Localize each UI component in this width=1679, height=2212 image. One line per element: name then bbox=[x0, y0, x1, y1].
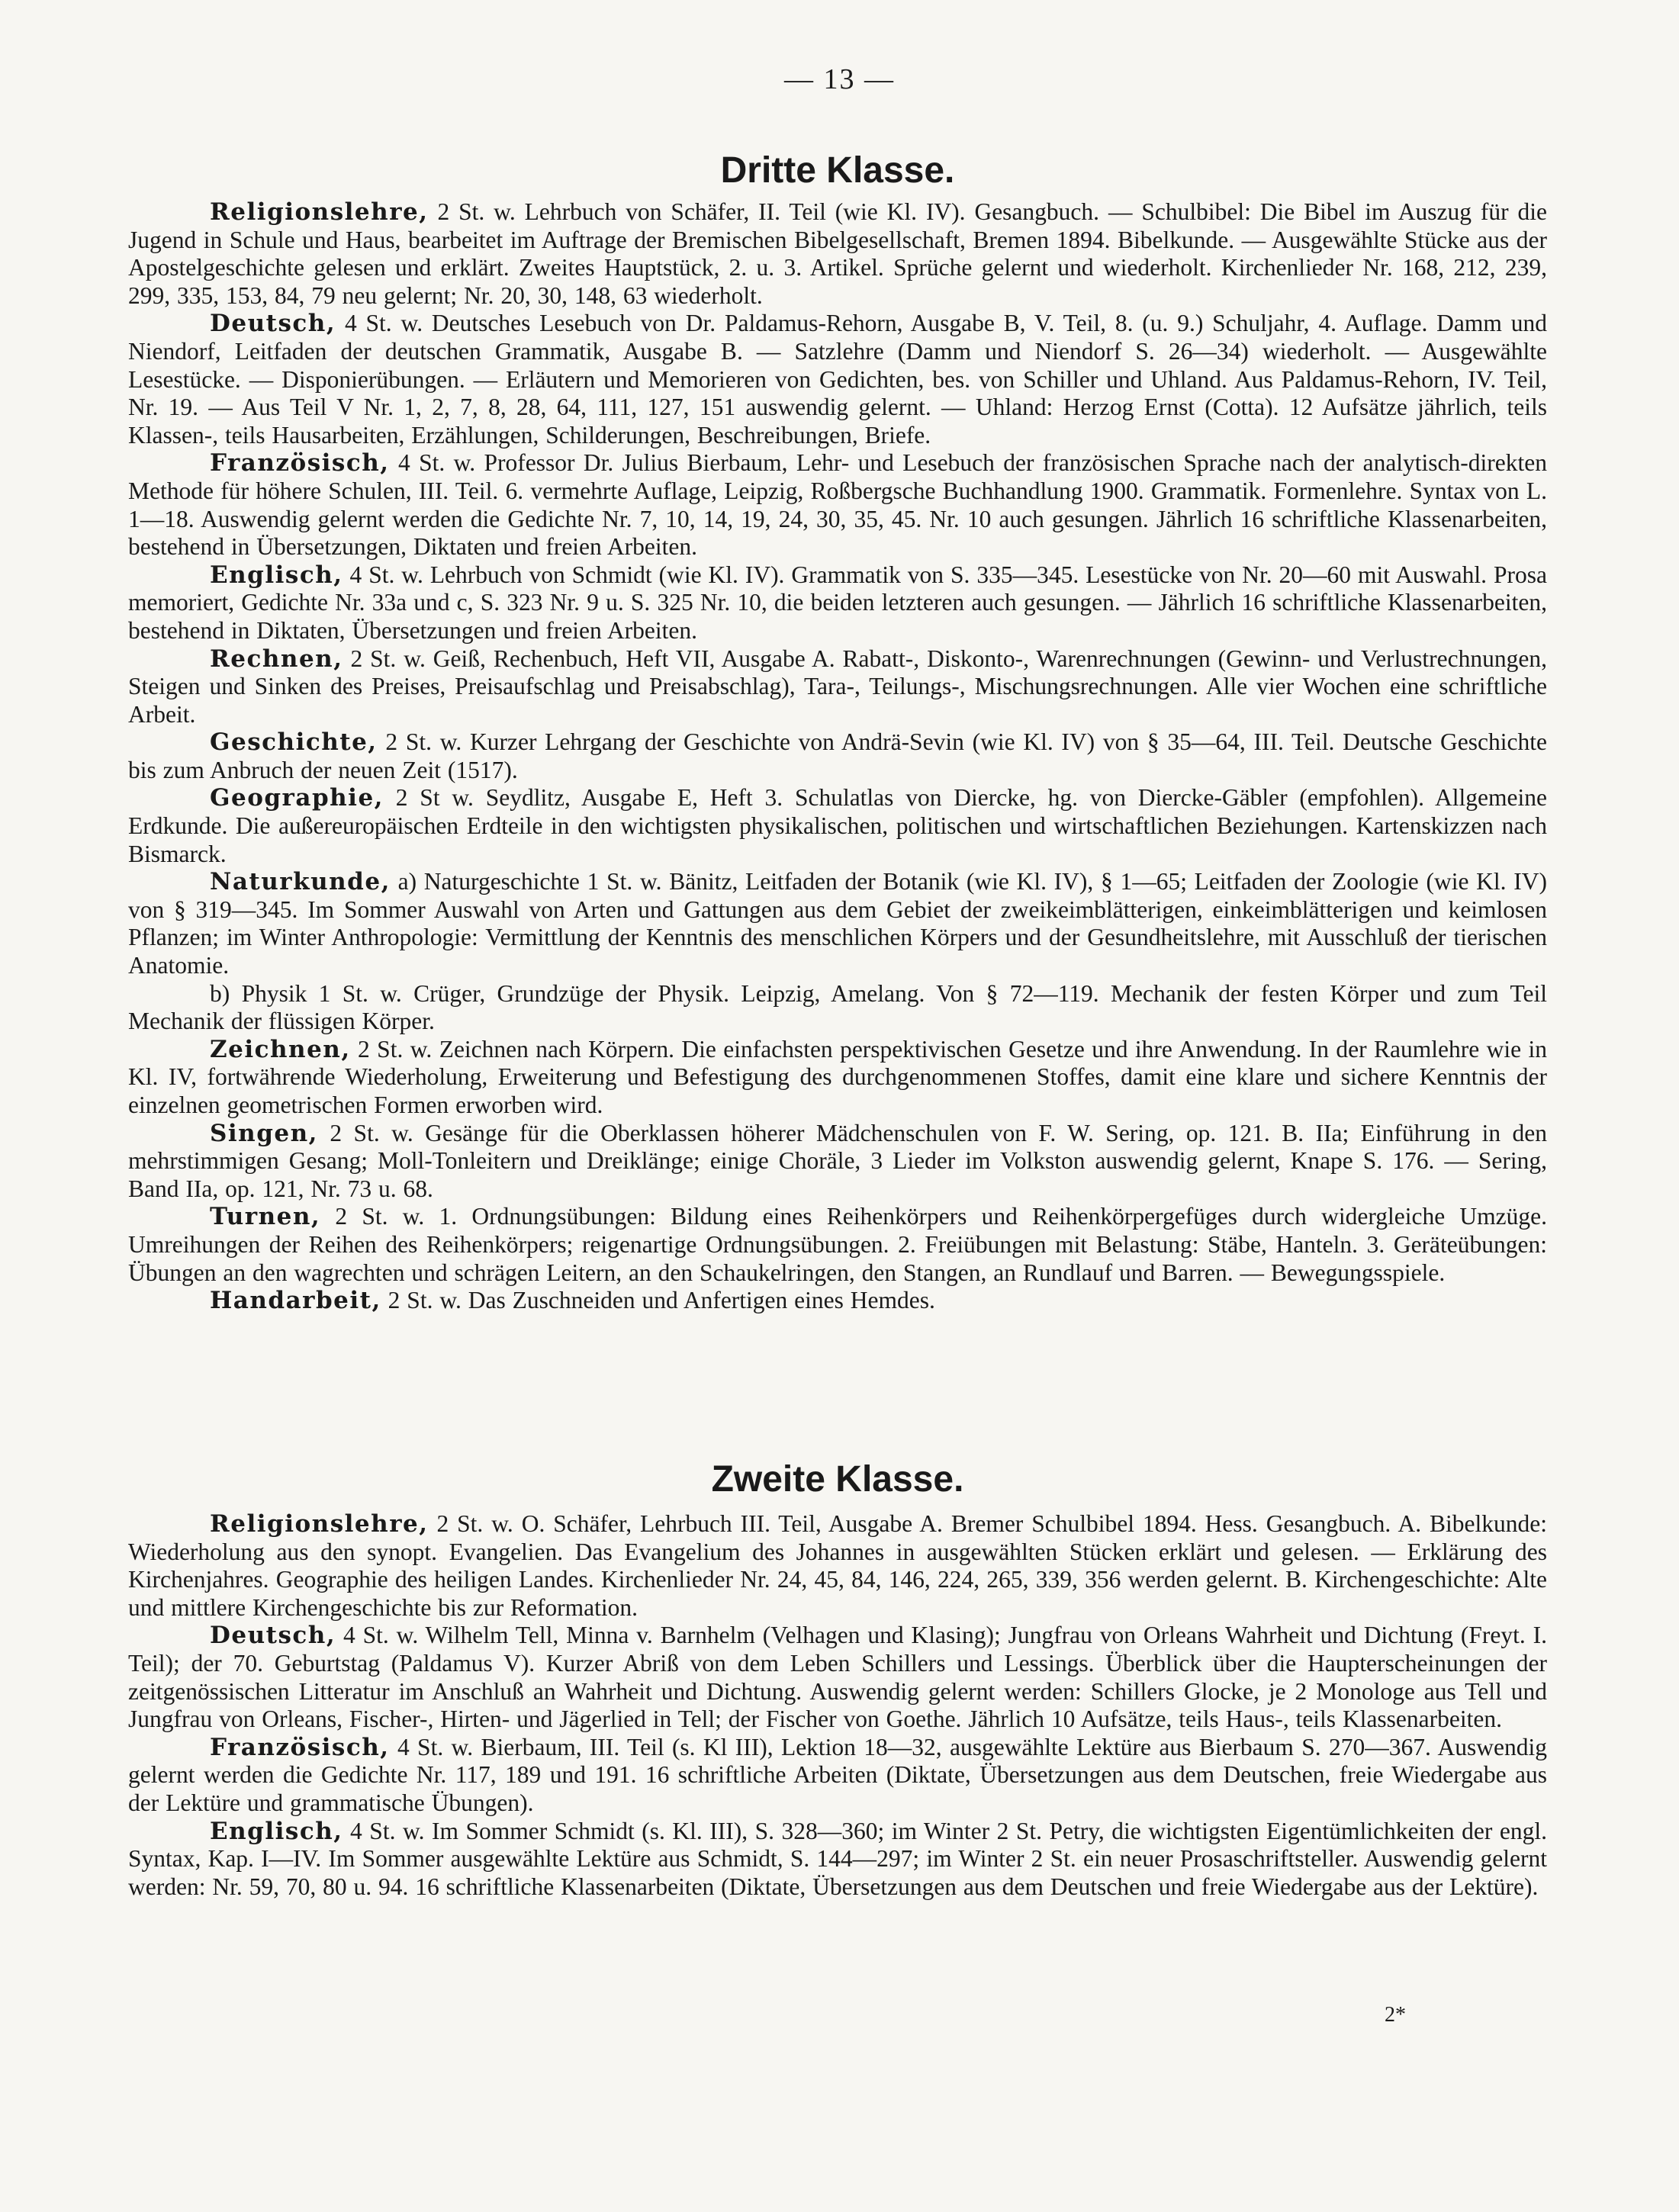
subject-paragraph bbox=[128, 1622, 1547, 1733]
section-dritte-klasse bbox=[128, 150, 1547, 1315]
subject-paragraph bbox=[128, 980, 1547, 1036]
subject-name: Englisch, bbox=[210, 561, 343, 589]
subject-paragraph bbox=[128, 1818, 1547, 1902]
subject-name: Englisch, bbox=[210, 1817, 343, 1845]
subject-text: 2 St. w. Das Zuschneiden und Anfertigen eines Hemdes. bbox=[381, 1287, 935, 1314]
subject-paragraph bbox=[128, 1036, 1547, 1120]
subject-paragraph bbox=[128, 1203, 1547, 1287]
subject-text: 2 St. w. 1. Ordnungsübungen: Bildung eines Reihenkörpers und Reihenkörpergefüges durch widergleiche Umzüge. Umreihungen der Reihen des Reihenkörpers; reigenartige Ordnungsübungen. 2. Freiübungen mit Belastung: Stäbe, Hanteln. 3. Geräteübungen: Übungen an den wagrechten und schrägen Leitern, an den Schaukelringen, den Stangen, an Rundlauf und Barren. — Bewegungsspiele. bbox=[128, 1203, 1547, 1286]
subject-paragraph bbox=[128, 1734, 1547, 1818]
subject-name: Religionslehre, bbox=[210, 1510, 429, 1538]
subject-text: b) Physik 1 St. w. Crüger, Grundzüge der Physik. Leipzig, Amelang. Von § 72—119. Mechanik der festen Körper und zum Teil Mechanik der flüssigen Körper. bbox=[128, 979, 1547, 1035]
subject-text: 2 St. w. Gesänge für die Oberklassen höherer Mädchenschulen von F. W. Sering, op. 121. B. IIa; Einführung in den mehrstimmigen Gesang; Moll-Tonleitern und Dreiklänge; einige Choräle, 3 Lieder im Volkston auswendig gelernt, Knape S. 176. — Sering, Band IIa, op. 121, Nr. 73 u. 68. bbox=[128, 1119, 1547, 1202]
subject-text: 4 St. w. Im Sommer Schmidt (s. Kl. III), S. 328—360; im Winter 2 St. Petry, die wichtigsten Eigentümlichkeiten der engl. Syntax, Kap. I—IV. Im Sommer ausgewählte Lektüre aus Schmidt, S. 144—297; im Winter 2 St. ein neuer Prosaschriftsteller. Auswendig gelernt werden: Nr. 59, 70, 80 u. 94. 16 schriftliche Klassenarbeiten (Diktate, Übersetzungen aus dem Deutschen und freie Wiedergabe aus der Lektüre). bbox=[128, 1817, 1547, 1900]
subject-name: Deutsch, bbox=[210, 1622, 336, 1650]
subject-paragraph bbox=[128, 198, 1547, 310]
subject-text: 4 St. w. Bierbaum, III. Teil (s. Kl III), Lektion 18—32, ausgewählte Lektüre aus Bierbaum S. 270—367. Auswendig gelernt werden die Gedichte Nr. 117, 189 und 191. 16 schriftliche Arbeiten (Diktate, Übersetzungen aus dem Deutschen, freie Wiedergabe aus der Lektüre und grammatische Übungen). bbox=[128, 1733, 1547, 1816]
subject-name: Naturkunde, bbox=[210, 868, 391, 896]
subject-paragraph bbox=[128, 1287, 1547, 1315]
subject-name: Turnen, bbox=[210, 1203, 321, 1231]
subject-name: Französisch, bbox=[210, 1733, 390, 1761]
subject-name: Geographie, bbox=[210, 784, 384, 812]
subject-text: 4 St. w. Wilhelm Tell, Minna v. Barnhelm (Velhagen und Klasing); Jungfrau von Orleans Wahrheit und Dichtung (Freyt. I. Teil); der 70. Geburtstag (Paldamus V). Kurzer Abriß von dem Leben Schillers und Lessings. Überblick über die Haupterscheinungen der zeitgenössischen Litteratur im Anschluß an Wahrheit und Dichtung. Auswendig gelernt werden: Schillers Glocke, je 2 Monologe aus Tell und Jungfrau von Orleans, Fischer-, Hirten- und Jägerlied in Tell; der Fischer von Goethe. Jährlich 10 Aufsätze, teils Haus-, teils Klassenarbeiten. bbox=[128, 1622, 1547, 1733]
subject-paragraph bbox=[128, 784, 1547, 868]
subject-text: 4 St. w. Deutsches Lesebuch von Dr. Paldamus-Rehorn, Ausgabe B, V. Teil, 8. (u. 9.) Schuljahr, 4. Auflage. Damm und Niendorf, Leitfaden der deutschen Grammatik, Ausgabe B. — Satzlehre (Damm und Niendorf S. 26—34) wiederholt. — Ausgewählte Lesestücke. — Disponierübungen. — Erläutern und Memorieren von Gedichten, bes. von Schiller und Uhland. Aus Paldamus-Rehorn, IV. Teil, Nr. 19. — Aus Teil V Nr. 1, 2, 7, 8, 28, 64, 111, 127, 151 auswendig gelernt. — Uhland: Herzog Ernst (Cotta). 12 Aufsätze jährlich, teils Klassen-, teils Hausarbeiten, Erzählungen, Schilderungen, Beschreibungen, Briefe. bbox=[128, 310, 1547, 449]
page-number: — 13 — bbox=[784, 63, 895, 95]
signature-mark: 2* bbox=[1385, 2003, 1406, 2027]
subject-paragraph bbox=[128, 1510, 1547, 1622]
subject-text: a) Naturgeschichte 1 St. w. Bänitz, Leitfaden der Botanik (wie Kl. IV), § 1—65; Leitfaden der Zoologie (wie Kl. IV) von § 319—345. Im Sommer Auswahl von Arten und Gattungen aus dem Gebiet der zweikeimblätterigen, einkeimblätterigen und keimlosen Pflanzen; im Winter Anthropologie: Vermittlung der Kenntnis des menschlichen Körpers und der Gesundheitslehre, mit Ausschluß der tierischen Anatomie. bbox=[128, 868, 1547, 979]
subject-name: Religionslehre, bbox=[210, 198, 429, 226]
section-heading: Zweite Klasse. bbox=[711, 1459, 964, 1500]
subject-paragraph bbox=[128, 645, 1547, 729]
section-zweite-klasse bbox=[128, 1458, 1547, 1901]
subject-name: Rechnen, bbox=[210, 645, 343, 673]
subject-name: Zeichnen, bbox=[210, 1035, 351, 1063]
subject-paragraph bbox=[128, 310, 1547, 449]
subject-name: Deutsch, bbox=[210, 310, 336, 338]
subject-text: 2 St w. Seydlitz, Ausgabe E, Heft 3. Schulatlas von Diercke, hg. von Diercke-Gäbler (empfohlen). Allgemeine Erdkunde. Die außereuropäischen Erdteile in den wichtigsten physikalischen, politischen und wirtschaftlichen Beziehungen. Kartenskizzen nach Bismarck. bbox=[128, 784, 1547, 867]
subject-list bbox=[128, 1510, 1547, 1901]
section-heading: Dritte Klasse. bbox=[720, 150, 955, 191]
subject-text: 4 St. w. Professor Dr. Julius Bierbaum, Lehr- und Lesebuch der französischen Sprache nach der analytisch-direkten Methode für höhere Schulen, III. Teil. 6. vermehrte Auflage, Leipzig, Roßbergsche Buchhandlung 1900. Grammatik. Formenlehre. Syntax von L. 1—18. Auswendig gelernt werden die Gedichte Nr. 7, 10, 14, 19, 24, 30, 35, 45. Nr. 10 auch gesungen. Jährlich 16 schriftliche Klassenarbeiten, bestehend in Übersetzungen, Diktaten und freien Arbeiten. bbox=[128, 449, 1547, 561]
subject-paragraph bbox=[128, 1120, 1547, 1204]
subject-text: 2 St. w. Zeichnen nach Körpern. Die einfachsten perspektivischen Gesetze und ihre Anwendung. In der Raumlehre wie in Kl. IV, fortwährende Wiederholung, Erweiterung und Befestigung des durchgenommenen Stoffes, damit eine klare und sichere Kenntnis der einzelnen geometrischen Formen erworben wird. bbox=[128, 1035, 1547, 1118]
subject-paragraph bbox=[128, 728, 1547, 784]
subject-text: 2 St. w. Kurzer Lehrgang der Geschichte von Andrä-Sevin (wie Kl. IV) von § 35—64, III. Teil. Deutsche Geschichte bis zum Anbruch der neuen Zeit (1517). bbox=[128, 728, 1547, 783]
subject-name: Singen, bbox=[210, 1119, 318, 1147]
subject-text: 4 St. w. Lehrbuch von Schmidt (wie Kl. IV). Grammatik von S. 335—345. Lesestücke von Nr. 20—60 mit Auswahl. Prosa memoriert, Gedichte Nr. 33a und c, S. 323 Nr. 9 u. S. 325 Nr. 10, die beiden letzteren auch gesungen. — Jährlich 16 schriftliche Klassenarbeiten, bestehend in Diktaten, Übersetzungen und freien Arbeiten. bbox=[128, 561, 1547, 644]
subject-name: Französisch, bbox=[210, 449, 390, 477]
subject-paragraph bbox=[128, 449, 1547, 561]
subject-name: Handarbeit, bbox=[210, 1287, 381, 1315]
subject-text: 2 St. w. Lehrbuch von Schäfer, II. Teil (wie Kl. IV). Gesangbuch. — Schulbibel: Die Bibel im Auszug für die Jugend in Schule und Haus, bearbeitet im Auftrage der Bremischen Bibelgesellschaft, Bremen 1894. Bibelkunde. — Ausgewählte Stücke aus der Apostelgeschichte gelesen und erklärt. Zweites Hauptstück, 2. u. 3. Artikel. Sprüche gelernt und wiederholt. Kirchenlieder Nr. 168, 212, 239, 299, 335, 153, 84, 79 neu gelernt; Nr. 20, 30, 148, 63 wiederholt. bbox=[128, 198, 1547, 309]
subject-paragraph bbox=[128, 868, 1547, 979]
subject-paragraph bbox=[128, 561, 1547, 645]
subject-list bbox=[128, 198, 1547, 1315]
subject-name: Geschichte, bbox=[210, 728, 378, 757]
subject-text: 2 St. w. O. Schäfer, Lehrbuch III. Teil, Ausgabe A. Bremer Schulbibel 1894. Hess. Gesangbuch. A. Bibelkunde: Wiederholung aus den synopt. Evangelien. Das Evangelium des Johannes in ausgewählten Stücken erklärt und gelesen. — Erklärung des Kirchenjahres. Geographie des heiligen Landes. Kirchenlieder Nr. 24, 45, 84, 146, 224, 265, 339, 356 werden gelernt. B. Kirchengeschichte: Alte und mittlere Kirchengeschichte bis zur Reformation. bbox=[128, 1510, 1547, 1621]
subject-text: 2 St. w. Geiß, Rechenbuch, Heft VII, Ausgabe A. Rabatt-, Diskonto-, Warenrechnungen (Gewinn- und Verlustrechnungen, Steigen und Sinken des Preises, Preisaufschlag und Preisabschlag), Tara-, Teilungs-, Mischungsrechnungen. Alle vier Wochen eine schriftliche Arbeit. bbox=[128, 645, 1547, 728]
